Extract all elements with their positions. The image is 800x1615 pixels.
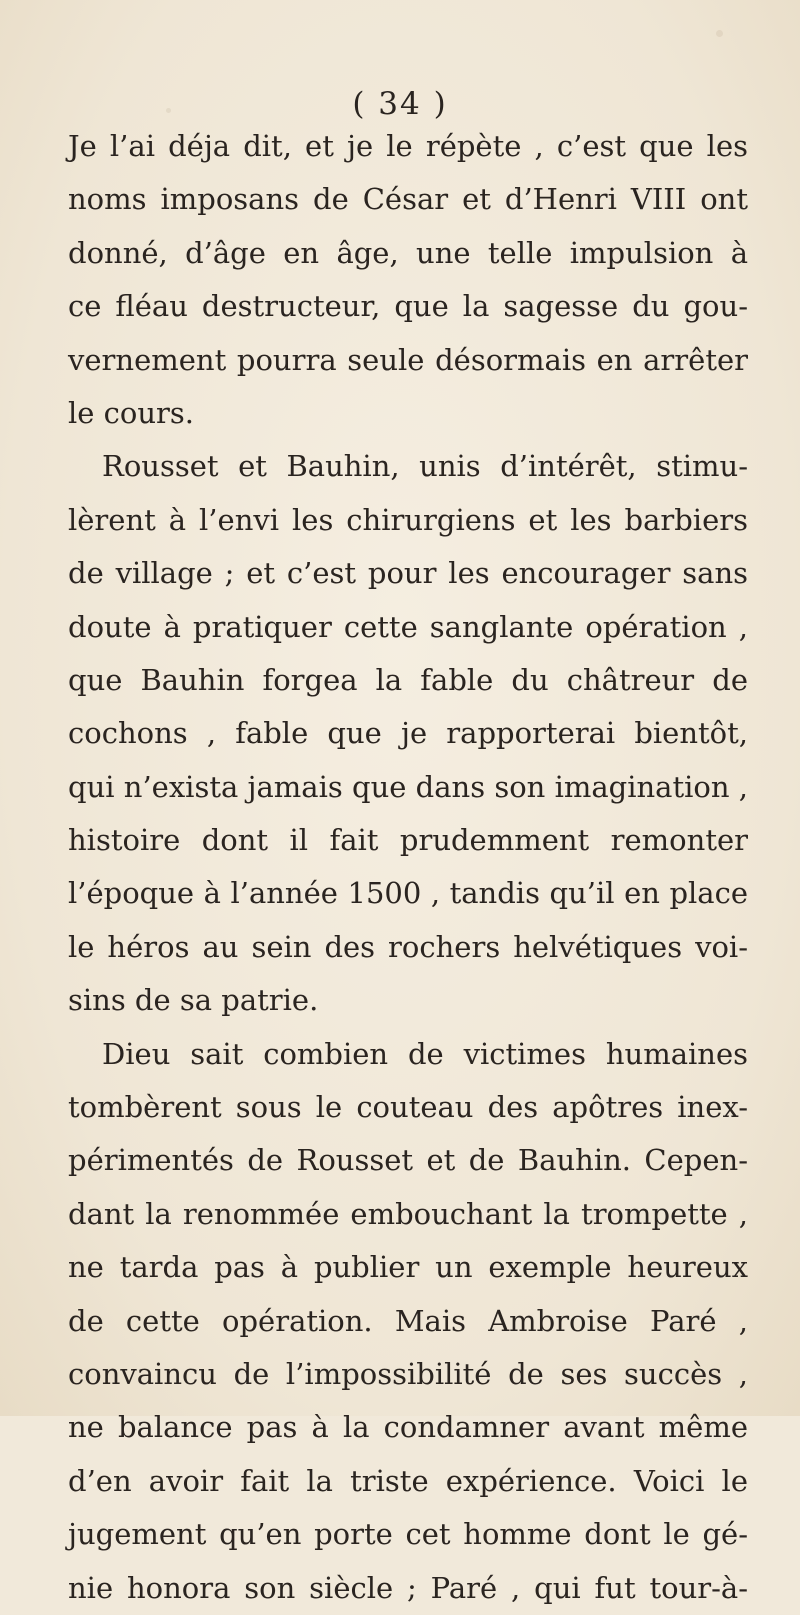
text-line: donné, d’âge en âge, une telle impulsion à: [68, 235, 748, 270]
text-line: vernement pourra seule désormais en arrêter: [68, 342, 748, 377]
text-line: l’époque à l’année 1500 , tandis qu’il en place: [68, 876, 748, 911]
text-line: d’en avoir fait la triste expérience. Voici le: [68, 1463, 748, 1498]
text-line: lèrent à l’envi les chirurgiens et les barbiers: [68, 502, 748, 537]
text-line: périmentés de Rousset et de Bauhin. Cepen-: [68, 1143, 748, 1178]
paper-spot: [716, 30, 723, 37]
text-line: le cours.: [68, 395, 194, 430]
text-line: que Bauhin forgea la fable du châtreur de: [68, 662, 748, 697]
body-text: [68, 120, 748, 1615]
text-line: de cette opération. Mais Ambroise Paré ,: [68, 1303, 748, 1338]
text-line: de village ; et c’est pour les encourager sans: [68, 556, 748, 591]
text-line: ne tarda pas à publier un exemple heureux: [68, 1250, 748, 1285]
text-line: qui n’exista jamais que dans son imagination ,: [68, 769, 748, 804]
text-line: histoire dont il fait prudemment remonter: [68, 823, 748, 858]
text-line: Je l’ai déja dit, et je le répète , c’est que les: [68, 129, 748, 163]
text-line: cochons , fable que je rapporterai bientôt,: [68, 716, 748, 751]
text-line: Rousset et Bauhin, unis d’intérêt, stimu-: [102, 449, 748, 484]
text-line: noms imposans de César et d’Henri VIII ont: [68, 182, 748, 217]
text-line: nie honora son siècle ; Paré , qui fut tour-à-: [68, 1570, 748, 1605]
text-line: dant la renommée embouchant la trompette ,: [68, 1196, 748, 1231]
text-line: Dieu sait combien de victimes humaines: [102, 1036, 748, 1071]
text-line: convaincu de l’impossibilité de ses succès ,: [68, 1356, 748, 1391]
page-number: ( 34 ): [352, 86, 448, 122]
text-line: jugement qu’en porte cet homme dont le gé-: [68, 1517, 748, 1552]
text-line: doute à pratiquer cette sanglante opération ,: [68, 609, 748, 644]
text-line: ce fléau destructeur, que la sagesse du gou-: [68, 289, 748, 324]
text-line: tombèrent sous le couteau des apôtres inex-: [68, 1090, 748, 1125]
text-line: le héros au sein des rochers helvétiques voi-: [68, 929, 748, 964]
text-line: sins de sa patrie.: [68, 983, 319, 1018]
text-line: ne balance pas à la condamner avant même: [68, 1410, 748, 1445]
